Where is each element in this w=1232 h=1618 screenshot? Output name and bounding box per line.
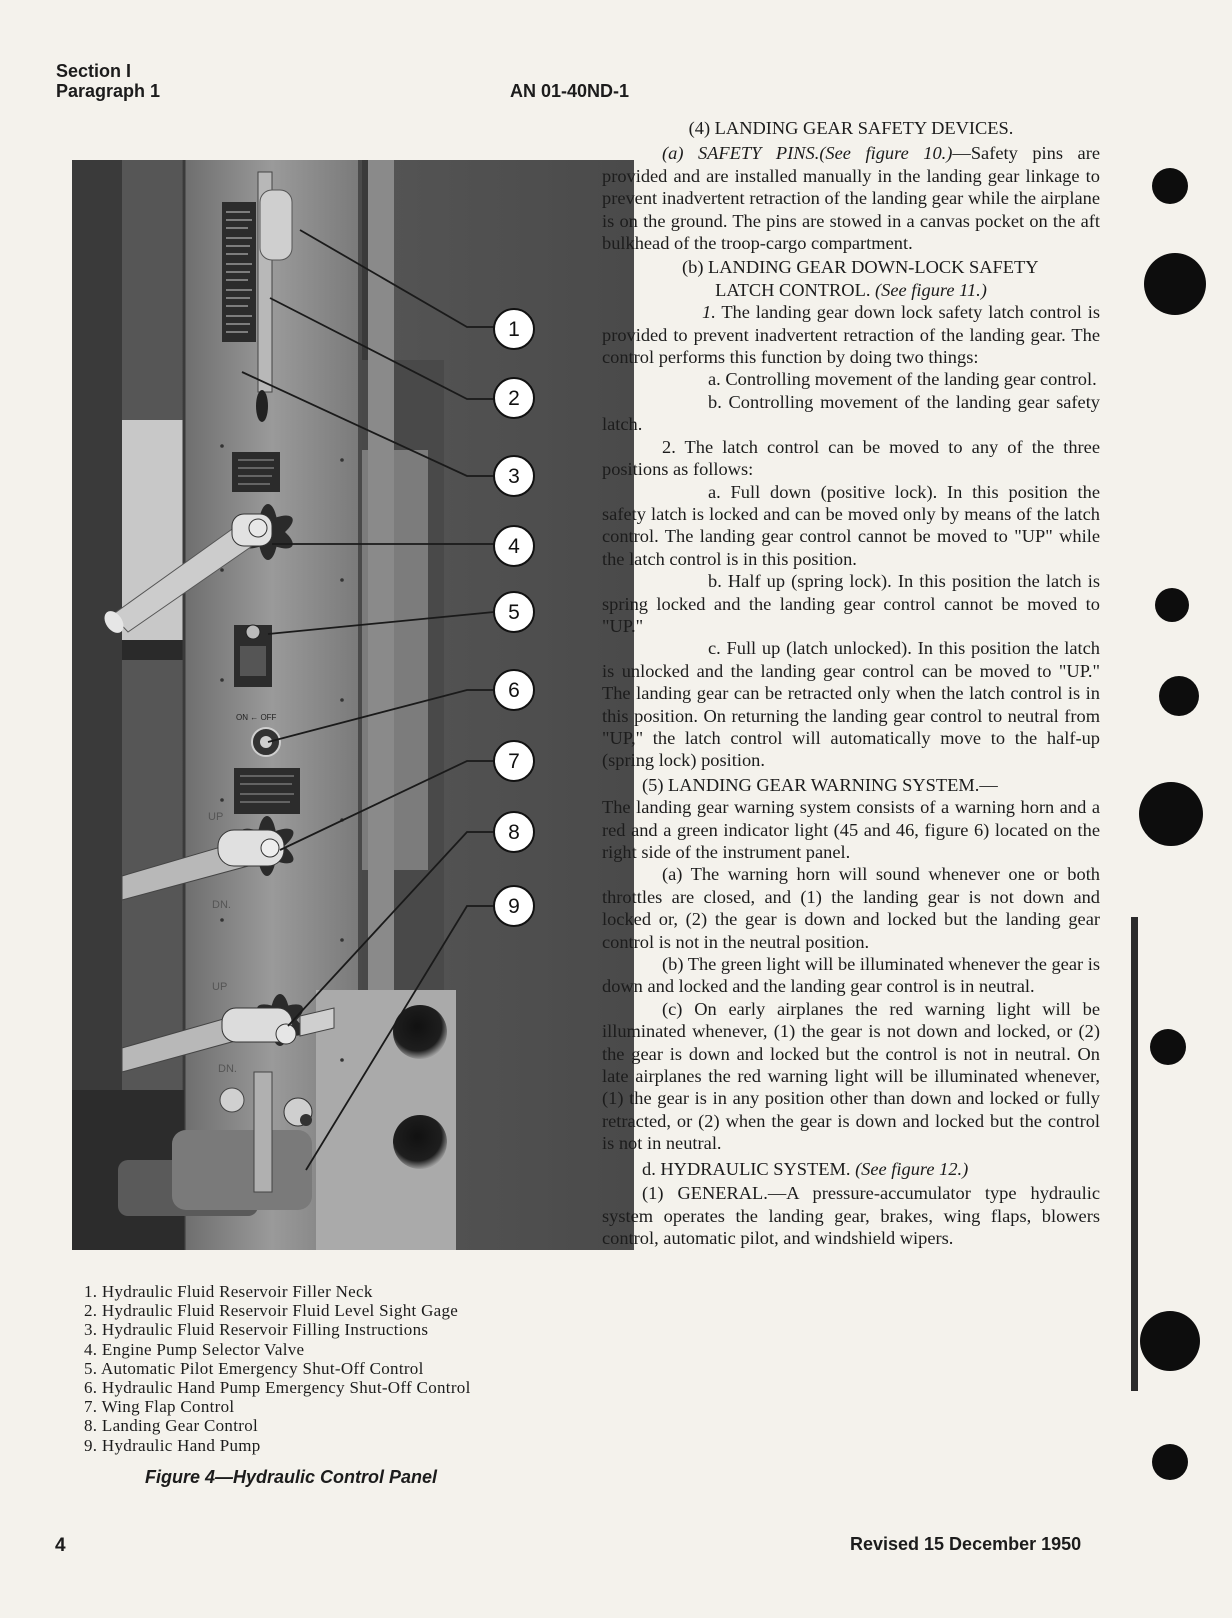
b1-text: The landing gear down lock safety latch control is provided to prevent inadvertent retraction of the landing gear. The control performs this function by doing two things: [602, 302, 1100, 368]
legend-item: 2. Hydraulic Fluid Reservoir Fluid Level Sight Gage [84, 1301, 459, 1321]
para-b2b: b. Half up (spring lock). In this position the latch is spring locked and the landing gear control cannot be moved to "UP." [602, 571, 1100, 636]
para-red-light: (c) On early airplanes the red warning light will be illuminated whenever, (1) the gear is not down and locked, or (2) the gear is down and locked but the control is not in neutral. On late airplanes the red warning light will be illuminated whenever, (1) the gear is in any position other than down and locked or fully retracted, or (2) when the gear is down and locked but the control is not in neutral. [602, 998, 1100, 1154]
hydraulic-system-ref: (See figure 12.) [855, 1158, 969, 1179]
revision-bar [1131, 917, 1138, 1391]
punch-hole [1150, 1029, 1186, 1065]
para-b1 [602, 301, 1100, 368]
dn-label-1: DN. [212, 899, 231, 911]
revision-date: Revised 15 December 1950 [850, 1534, 1082, 1554]
para-b2a: a. Full down (positive lock). In this position the safety latch is locked and can be moved only by means of the latch control. The landing gear control cannot be moved to "UP" while the latch control is in this position. [602, 481, 1100, 569]
para-warning-horn: (a) The warning horn will sound whenever one or both throttles are closed, and (1) the landing gear is not down and locked or, (2) the gear is down and locked but the landing gear control is not in the neutral position. [602, 864, 1100, 952]
legend-item: 8. Landing Gear Control [84, 1416, 259, 1436]
hydraulic-system-label: d. HYDRAULIC SYSTEM. [642, 1158, 851, 1179]
para-general: (1) GENERAL.—A pressure-accumulator type hydraulic system operates the landing gear, brakes, wing flaps, blowers control, automatic pilot, and windshield wipers. [602, 1183, 1100, 1248]
section-label: Section I [56, 61, 132, 81]
heading-safety-devices: (4) LANDING GEAR SAFETY DEVICES. [688, 118, 1014, 138]
callout-7: 7 [508, 750, 520, 773]
figure-caption: Figure 4—Hydraulic Control Panel [145, 1467, 438, 1487]
punch-hole [1139, 782, 1203, 846]
legend-item: 1. Hydraulic Fluid Reservoir Filler Neck [84, 1282, 373, 1301]
punch-hole [1144, 253, 1206, 315]
safety-pins-text: —Safety pins are provided and are installed manually in the landing gear linkage to prevent inadvertent retraction of the landing gear while the airplane is on the ground. The pins are stowed in a canvas pocket on the aft bulkhead of the troop-cargo compartment. [602, 143, 1100, 254]
legend-item: 9. Hydraulic Hand Pump [84, 1435, 261, 1455]
callout-6: 6 [508, 679, 520, 702]
heading-down-lock: (b) LANDING GEAR DOWN-LOCK SAFETY [682, 257, 1039, 278]
heading-warning-system: (5) LANDING GEAR WARNING SYSTEM.— [642, 774, 998, 795]
punch-hole [1159, 676, 1199, 716]
callout-3: 3 [508, 465, 520, 488]
page-number: 4 [55, 1535, 66, 1556]
punch-hole [1152, 168, 1188, 204]
legend-item: 6. Hydraulic Hand Pump Emergency Shut-Off Control [84, 1378, 471, 1398]
text-column [602, 117, 1100, 1249]
punch-hole [1152, 1444, 1188, 1480]
dn-label-2: DN. [218, 1063, 237, 1075]
callout-2: 2 [508, 387, 520, 410]
figure-legend [84, 1282, 471, 1455]
b1-number: 1. [702, 302, 716, 323]
callout-1: 1 [508, 318, 520, 341]
para-b1b: b. Controlling movement of the landing gear safety latch. [602, 391, 1100, 435]
para-b2: 2. The latch control can be moved to any of the three positions as follows: [602, 436, 1100, 480]
legend-item: 4. Engine Pump Selector Valve [84, 1339, 305, 1359]
para-green-light: (b) The green light will be illuminated whenever the gear is down and locked and the landing gear control is in neutral. [602, 954, 1100, 997]
heading-latch-control [602, 279, 1100, 301]
latch-control-ref: (See figure 11.) [875, 279, 987, 300]
para-warning-system: The landing gear warning system consists of a warning horn and a red and a green indicator light (45 and 46, figure 6) located on the right side of the instrument panel. [602, 797, 1100, 862]
safety-pins-label: (a) SAFETY PINS. [662, 143, 820, 164]
callout-9: 9 [508, 895, 520, 918]
on-off-label: ON ← OFF [236, 713, 277, 722]
doc-number: AN 01-40ND-1 [510, 81, 630, 101]
para-safety-pins [602, 142, 1100, 254]
callout-5: 5 [508, 601, 520, 624]
hydraulic-control-panel-photo [72, 160, 634, 1250]
latch-control-label: LATCH CONTROL. [715, 279, 871, 300]
legend-item: 3. Hydraulic Fluid Reservoir Filling Instructions [84, 1320, 429, 1340]
legend-item: 5. Automatic Pilot Emergency Shut-Off Control [84, 1358, 424, 1378]
up-label-1: UP [208, 811, 224, 823]
legend-item: 7. Wing Flap Control [84, 1397, 235, 1417]
up-label-2: UP [212, 981, 228, 993]
callout-8: 8 [508, 821, 520, 844]
punch-hole [1155, 588, 1189, 622]
heading-hydraulic-system [602, 1158, 1100, 1180]
para-b2c: c. Full up (latch unlocked). In this position the latch is unlocked and the landing gear control can be moved to "UP." The landing gear can be retracted only when the latch control is in this position. On returning the landing gear control to neutral from "UP," the latch control will automatically move to the half-up (spring lock) position. [602, 638, 1100, 771]
safety-pins-ref: (See figure 10.) [819, 143, 953, 164]
callout-4: 4 [508, 535, 520, 558]
para-b1a: a. Controlling movement of the landing gear control. [708, 369, 1097, 390]
paragraph-label: Paragraph 1 [56, 81, 161, 101]
punch-hole [1140, 1311, 1200, 1371]
